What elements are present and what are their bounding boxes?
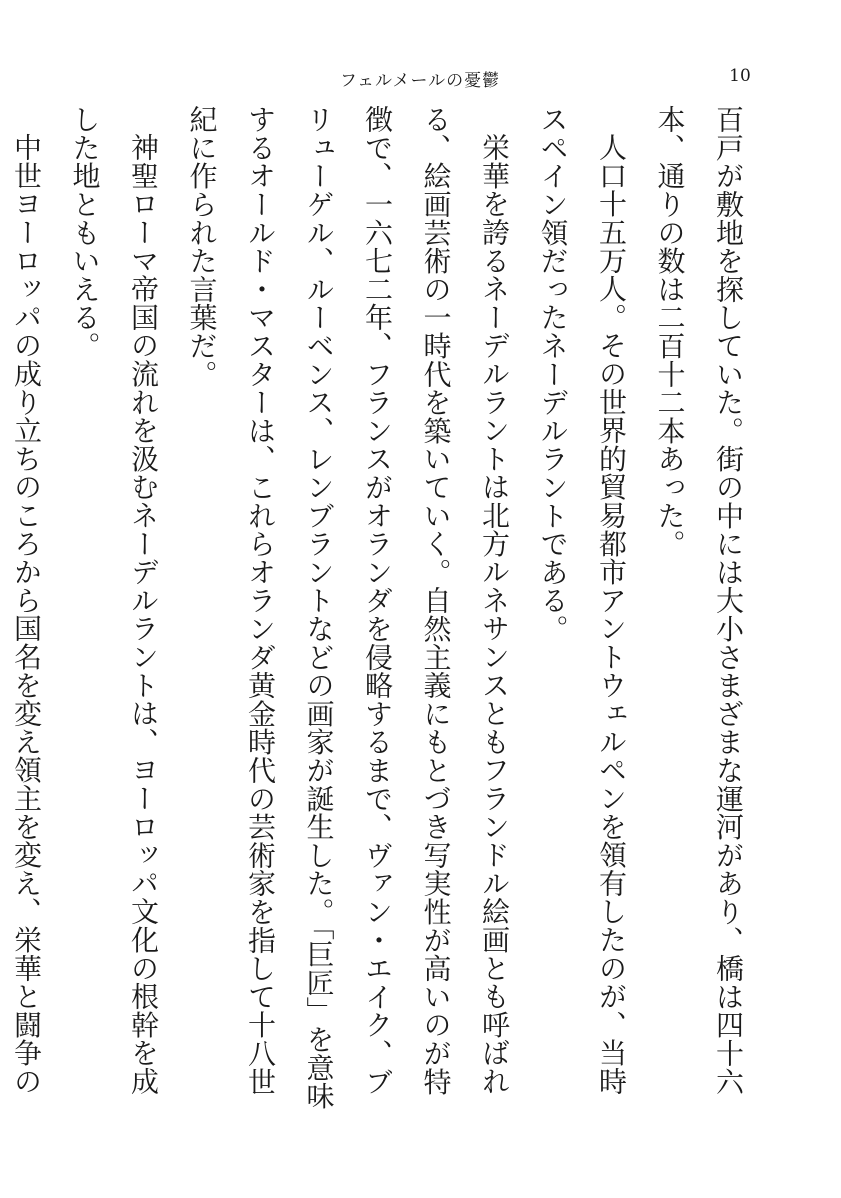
paragraph-1: 百戸が敷地を探していた。街の中には大小さまざまな運河があり、橋は四十六本、通りの数は二百十二本あった。 bbox=[653, 105, 745, 1096]
text-run: 中世ヨーロッパの成り立ちのころから国名を変え領主を変え、栄華と闘争の bbox=[10, 133, 43, 1096]
paragraph-3: 栄華を誇るネーデルラントは北方ルネサンスともフランドル絵画とも呼ばれる、絵画芸術の一時代を築いていく。自然主義にもとづき写実性が高いのが特徴で、一六七二年、フランスがオランダを侵略するまで、ヴァン・エイク、ブリューゲル、ルーベンス、レンブラントなどの画家が誕生した。「巨匠」を意味するオールド・マスターは、これらオランダ黄金時代の芸術家を指して十八世紀に作られた言葉だ。 bbox=[185, 105, 511, 1110]
paragraph-4: 神聖ローマ帝国の流れを汲むネーデルラントは、ヨーロッパ文化の根幹を成した地ともいえる。 bbox=[68, 105, 160, 1096]
paragraph-2: 人口十五万人。その世界的貿易都市アントウェルペンを領有したのが、当時スペイン領だったネーデルラントである。 bbox=[536, 105, 628, 1096]
running-header-title: フェルメールの憂鬱 bbox=[339, 71, 501, 91]
page-number: 10 bbox=[729, 66, 751, 86]
paragraph-5 bbox=[0, 105, 55, 1115]
vertical-body-text bbox=[10, 105, 757, 1115]
